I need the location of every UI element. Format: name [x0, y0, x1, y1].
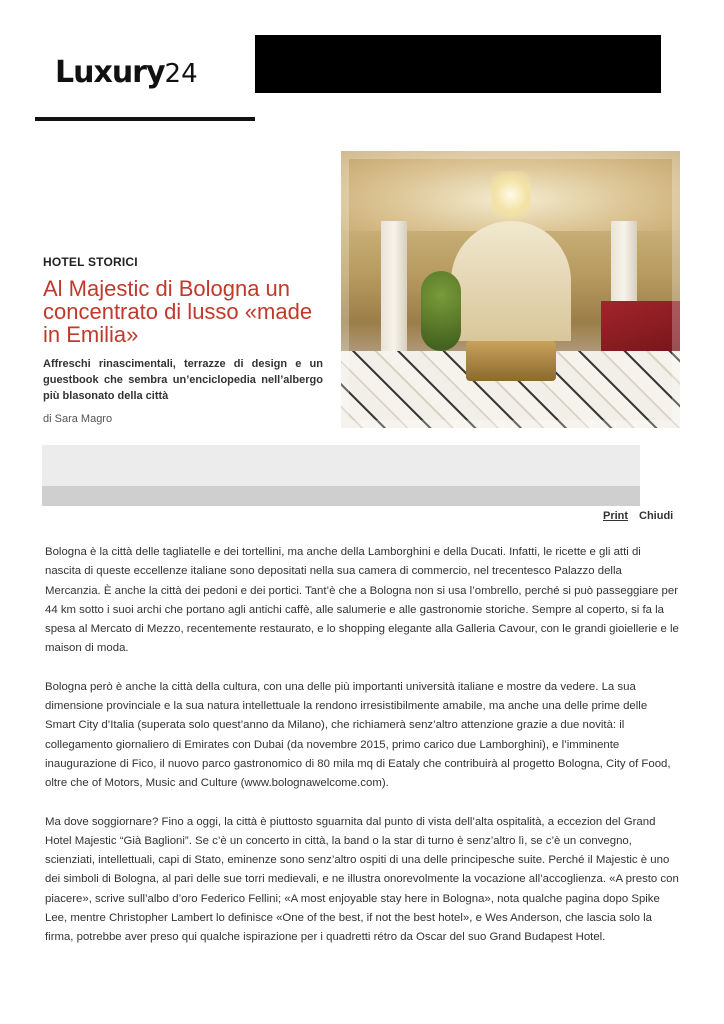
print-link[interactable]: Print	[603, 510, 629, 522]
article-byline: di Sara Magro	[43, 413, 113, 425]
hotel-lobby-photo	[341, 151, 680, 428]
logo[interactable]	[35, 35, 255, 117]
ad-banner	[42, 445, 640, 506]
paragraph-1: Bologna è la città delle tagliatelle e dei tortellini, ma anche della Lamborghini e della Ducati. Infatti, le ricette e gli atti di nascita di queste eccellenze italiane sono depositati nella sua camera di commercio, nel trecentesco Palazzo della Mercanzia. È anche la città dei pedoni e dei portici. Tant’è che a Bologna non si usa l’ombrello, perché si può passeggiare per 44 km sotto i suoi archi che portano agli antichi caffè, alle salumerie e alle gastronomie storiche. Sempre al coperto, si fa la spesa al Mercato di Mezzo, recentemente restaurato, e lo shopping elegante alla Galleria Cavour, con le grandi gioiellerie e le maison di moda.	[45, 546, 679, 655]
bolognawelcome-link[interactable]: www.bolognawelcome.com	[244, 777, 382, 790]
close-link[interactable]: Chiudi	[639, 510, 674, 522]
article-title: Al Majestic di Bologna un concentrato di lusso «made in Emilia»	[43, 276, 313, 347]
paragraph-2: Bologna però è anche la città della cultura, con una delle più importanti università italiane e mostre da vedere. La sua dimensione provinciale e la sua natura intellettuale la rendono irresistibilmente amabile, ma anche una delle prime delle Smart City d’Italia (superata solo quest’anno da Milano), che richiamerà senz’altro attenzione grazie a due novità: il collegamento giornaliero di Emirates con Dubai (da novembre 2015, primo carico due Lamborghini), e l’imminente inaugurazione di Fico, il nuovo parco gastronomico di 80 mila mq di Eataly che contribuirà al progetto Bologna, City of Food, oltre che of Motors, Music and Culture (www.bolognawelcome.com).	[45, 680, 671, 790]
article-body	[45, 543, 679, 967]
article-subtitle: Affreschi rinascimentali, terrazze di design e un guestbook che sembra un’enciclopedia nell’albergo più blasonato della città	[43, 358, 323, 402]
logo-wordmark: Luxury24	[55, 55, 198, 90]
header-divider	[35, 117, 255, 121]
article-kicker: HOTEL STORICI	[43, 255, 138, 269]
paragraph-3: Ma dove soggiornare? Fino a oggi, la città è piuttosto sguarnita dal punto di vista dell’alta ospitalità, a eccezion del Grand Hotel Majestic “Già Baglioni”. Se c’è un concerto in città, la band o la star di turno è senz’altro lì, se c’è un convegno, scienziati, intellettuali, capi di Stato, eminenze sono senz’altro ospiti di una delle principesche suite. Perché il Majestic è uno dei simboli di Bologna, al pari delle sue torri medievali, e ne illustra onorevolmente la vocazione all’accoglienza. «A presto con piacere», scrive sull’albo d’oro Federico Fellini; «A most enjoyable stay here in Bologna», nota qualche pagina dopo Spike Lee, mentre Christopher Lambert lo definisce «One of the best, if not the best hotel», e Wes Anderson, che lascia solo la firma, potrebbe aver preso qui qualche ispirazione per i quadretti rétro da Oscar del suo Grand Budapest Hotel.	[45, 815, 679, 944]
